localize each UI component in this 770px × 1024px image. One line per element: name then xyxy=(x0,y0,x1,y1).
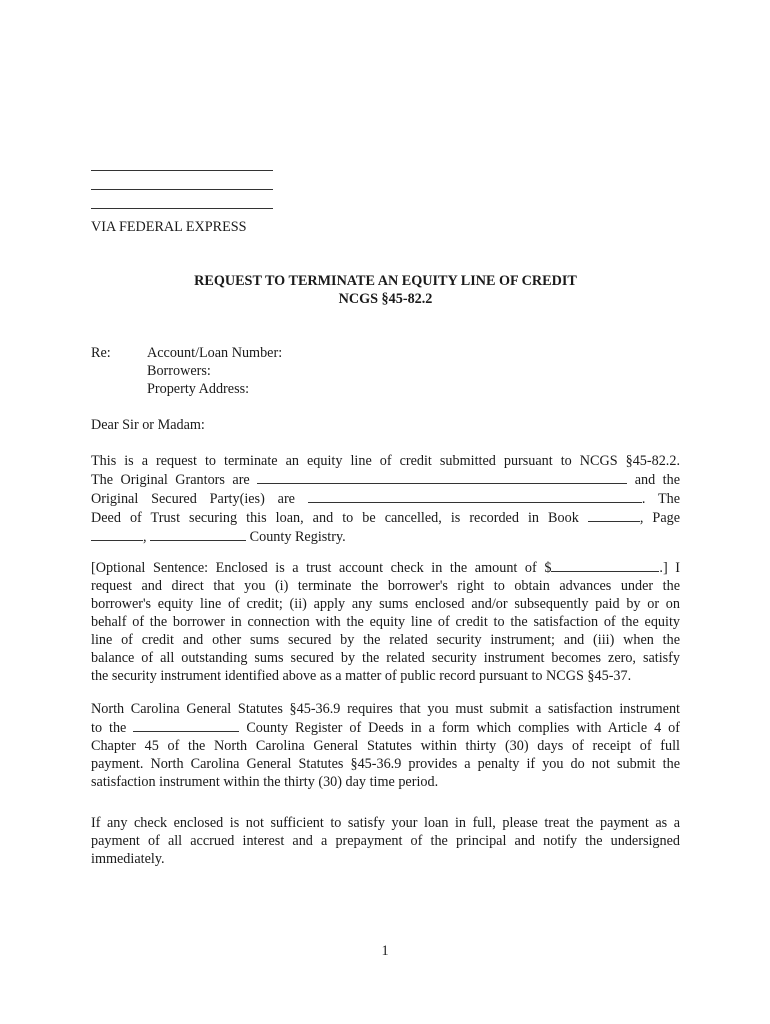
paragraph-line: request and direct that you (i) terminate the borrower's right to obtain advances under the xyxy=(91,578,680,594)
grantors-blank xyxy=(257,470,627,484)
paragraph-line: payment of all accrued interest and a prepayment of the principal and notify the undersigned xyxy=(91,833,680,849)
paragraph-line: immediately. xyxy=(91,851,165,867)
re-field-property-address: Property Address: xyxy=(147,381,250,397)
county-blank xyxy=(150,527,246,541)
paragraph-line: , County Registry. xyxy=(91,527,680,546)
paragraph-line: the security instrument identified above as a matter of public record pursuant to NCGS §45-37. xyxy=(91,668,632,684)
register-county-blank xyxy=(133,718,239,732)
paragraph-line: The Original Grantors are and the xyxy=(91,472,680,488)
paragraph-line: behalf of the borrower in connection with the equity line of credit to the satisfaction of the equity xyxy=(91,614,680,630)
paragraph-line: line of credit and other sums secured by the related security instrument; and (iii) when the xyxy=(91,632,680,648)
paragraph-request xyxy=(91,452,680,546)
page-blank xyxy=(91,527,143,541)
salutation: Dear Sir or Madam: xyxy=(91,417,205,433)
amount-blank xyxy=(551,558,659,572)
re-field-account: Account/Loan Number: xyxy=(147,345,283,361)
paragraph-line: This is a request to terminate an equity line of credit submitted pursuant to NCGS §45-82.2. xyxy=(91,453,680,469)
book-blank xyxy=(588,508,640,522)
paragraph-line: borrower's equity line of credit; (ii) apply any sums enclosed and/or subsequently paid by or on xyxy=(91,596,680,612)
paragraph-line: [Optional Sentence: Enclosed is a trust account check in the amount of $ .] I xyxy=(91,560,680,576)
paragraph-line: balance of all outstanding sums secured by the related security instrument becomes zero, satisfy xyxy=(91,650,680,666)
paragraph-statute-requirement xyxy=(91,700,680,791)
re-block xyxy=(91,344,680,398)
delivery-method: VIA FEDERAL EXPRESS xyxy=(91,219,247,235)
paragraph-optional-sentence xyxy=(91,558,680,685)
paragraph-line: satisfaction instrument within the thirty (30) day time period. xyxy=(91,774,439,790)
re-label: Re: xyxy=(91,345,111,361)
re-field-borrowers: Borrowers: xyxy=(147,363,211,379)
paragraph-line: to the County Register of Deeds in a form which complies with Article 4 of xyxy=(91,720,680,736)
secured-party-blank xyxy=(308,489,642,503)
paragraph-line: Original Secured Party(ies) are . The xyxy=(91,491,680,507)
document-title: REQUEST TO TERMINATE AN EQUITY LINE OF CREDIT xyxy=(194,273,577,289)
paragraph-line: payment. North Carolina General Statutes §45-36.9 provides a penalty if you do not submit the xyxy=(91,756,680,772)
page-number: 1 xyxy=(381,943,389,959)
address-blank-line xyxy=(91,190,273,209)
paragraph-line: Chapter 45 of the North Carolina General Statutes within thirty (30) days of receipt of full xyxy=(91,738,680,754)
paragraph-line: If any check enclosed is not sufficient to satisfy your loan in full, please treat the payment as a xyxy=(91,815,680,831)
paragraph-line: North Carolina General Statutes §45-36.9 requires that you must submit a satisfaction instrument xyxy=(91,701,680,717)
address-blank-line xyxy=(91,171,273,190)
document-statute: NCGS §45-82.2 xyxy=(338,291,433,307)
paragraph-line: Deed of Trust securing this loan, and to be cancelled, is recorded in Book , Page xyxy=(91,510,681,526)
recipient-address-blanks xyxy=(91,152,273,209)
address-blank-line xyxy=(91,152,273,171)
paragraph-insufficient-check xyxy=(91,814,680,868)
